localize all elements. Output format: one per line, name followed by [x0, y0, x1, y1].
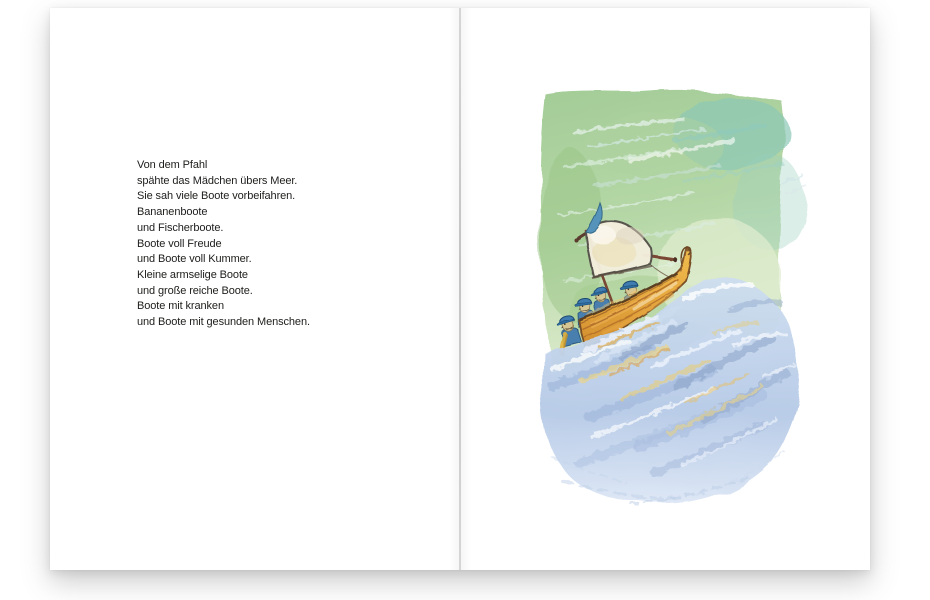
poem-line: und Fischerboote. [137, 221, 224, 234]
poem-line: Bananenboote [137, 206, 208, 219]
boat-illustration [534, 85, 814, 515]
poem-line: und Boote mit gesunden Menschen. [137, 316, 310, 329]
book-spread [50, 8, 870, 570]
poem-line: Sie sah viele Boote vorbeifahren. [137, 190, 296, 203]
poem-line: Boote mit kranken [137, 300, 224, 313]
right-page [461, 8, 870, 570]
poem-text [137, 158, 310, 331]
poem-line: spähte das Mädchen übers Meer. [137, 174, 298, 187]
poem-line: Von dem Pfahl [137, 159, 208, 171]
poem-line: Kleine armselige Boote [137, 268, 248, 281]
poem-line: und große reiche Boote. [137, 284, 253, 297]
poem-line: Boote voll Freude [137, 237, 222, 250]
left-page [50, 8, 459, 570]
poem-line: und Boote voll Kummer. [137, 253, 252, 266]
